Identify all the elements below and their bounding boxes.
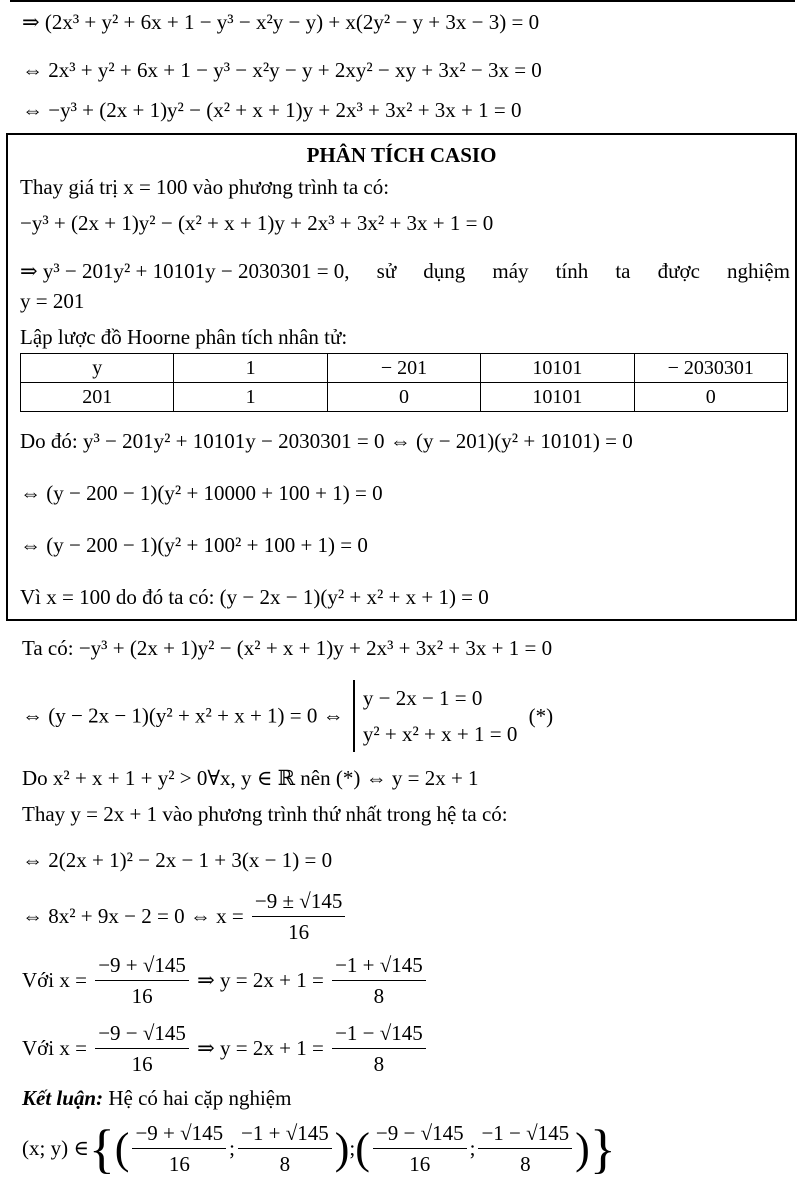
casio-line-9: Vì x = 100 do đó ta có: (y − 2x − 1)(y² + x² + x + 1) = 0 [20, 585, 489, 609]
table-cell: − 201 [327, 354, 480, 383]
table-cell: 0 [327, 383, 480, 412]
table-cell: 10101 [481, 354, 634, 383]
set-prefix: (x; y) ∈ [22, 1136, 89, 1160]
case-implication: ⇒ y = 2x + 1 = [197, 968, 324, 992]
casio-line-3-word: nghiệm [726, 259, 790, 283]
fraction-denominator: 8 [373, 984, 385, 1008]
derivation-line-1: ⇒ (2x³ + y² + 6x + 1 − y³ − x²y − y) + x(2y² − y + 3x − 3) = 0 [22, 10, 540, 34]
casio-line-7: ⇔ (y − 200 − 1)(y² + 10000 + 100 + 1) = 0 [20, 481, 383, 505]
fraction-numerator: −9 + √145 [132, 1118, 226, 1149]
solution-set [22, 1118, 616, 1179]
right-paren: ) [575, 1124, 590, 1173]
fraction-denominator: 8 [373, 1052, 385, 1076]
system-eq-2: y² + x² + x + 1 = 0 [362, 722, 518, 746]
body-line-6 [22, 886, 348, 947]
fraction-denominator: 16 [131, 984, 153, 1008]
fraction [95, 1018, 189, 1079]
star-marker: (*) [528, 703, 554, 728]
system-bracket [353, 680, 517, 752]
fraction-numerator: −1 − √145 [332, 1018, 426, 1049]
fraction-denominator: 16 [288, 920, 310, 944]
left-paren: ( [114, 1124, 130, 1173]
body-line-1: Ta có: −y³ + (2x + 1)y² − (x² + x + 1)y + 2x³ + 3x² + 3x + 1 = 0 [22, 636, 553, 660]
fraction-numerator: −1 + √145 [238, 1118, 332, 1149]
fraction-numerator: −9 ± √145 [252, 886, 345, 917]
horner-table [20, 353, 788, 412]
body-line-5: ⇔ 2(2x + 1)² − 2x − 1 + 3(x − 1) = 0 [22, 848, 333, 872]
table-cell: 201 [21, 383, 174, 412]
body-line-8 [22, 1018, 429, 1079]
table-cell: 1 [174, 354, 327, 383]
fraction [132, 1118, 226, 1179]
casio-line-3-word: ⇒ y³ − 201y² + 10101y − 2030301 = 0, [20, 259, 350, 283]
casio-line-3-word: ta [615, 259, 631, 283]
case-prefix: Với x = [22, 968, 87, 992]
fraction-numerator: −1 − √145 [478, 1118, 572, 1149]
conclusion-line [22, 1084, 291, 1112]
casio-line-4: y = 201 [20, 289, 85, 313]
fraction-numerator: −9 − √145 [373, 1118, 467, 1149]
right-paren: ) [334, 1124, 350, 1173]
fraction [478, 1118, 572, 1179]
top-rule [10, 0, 795, 2]
casio-line-8: ⇔ (y − 200 − 1)(y² + 100² + 100 + 1) = 0 [20, 533, 368, 557]
fraction [332, 950, 426, 1011]
casio-line-5: Lập lược đồ Hoorne phân tích nhân tử: [20, 325, 348, 349]
body-line-2 [22, 680, 553, 752]
fraction [332, 1018, 426, 1079]
conclusion-text: Hệ có hai cặp nghiệm [108, 1086, 292, 1110]
casio-line-1: Thay giá trị x = 100 vào phương trình ta có: [20, 175, 390, 199]
casio-line-3-word: máy [492, 259, 529, 283]
fraction [238, 1118, 332, 1179]
casio-line-3-word: dụng [423, 259, 466, 283]
fraction [373, 1118, 467, 1179]
fraction [95, 950, 189, 1011]
fraction-denominator: 8 [520, 1152, 531, 1176]
derivation-line-2: ⇔ 2x³ + y² + 6x + 1 − y³ − x²y − y + 2xy² − xy + 3x² − 3x = 0 [22, 58, 542, 82]
fraction-denominator: 16 [168, 1152, 190, 1176]
case-implication: ⇒ y = 2x + 1 = [197, 1036, 324, 1060]
casio-line-3-word: được [657, 259, 700, 283]
separator: ; [229, 1136, 236, 1160]
separator: ; [349, 1136, 356, 1160]
table-cell: 10101 [481, 383, 634, 412]
fraction-denominator: 16 [131, 1052, 153, 1076]
table-cell: 1 [174, 383, 327, 412]
casio-line-3-word: tính [555, 259, 589, 283]
left-paren: ( [355, 1124, 370, 1173]
casio-line-2: −y³ + (2x + 1)y² − (x² + x + 1)y + 2x³ + 3x² + 3x + 1 = 0 [20, 211, 494, 235]
body-line-7 [22, 950, 429, 1011]
casio-analysis-box [6, 133, 797, 621]
casio-line-3-word: sử [376, 259, 397, 283]
fraction-denominator: 16 [409, 1152, 431, 1176]
body-line-3: Do x² + x + 1 + y² > 0∀x, y ∈ ℝ nên (*) ⇔ y = 2x + 1 [22, 766, 479, 790]
table-cell: 0 [634, 383, 787, 412]
body-line-4: Thay y = 2x + 1 vào phương trình thứ nhất trong hệ ta có: [22, 802, 508, 826]
fraction-numerator: −1 + √145 [332, 950, 426, 981]
fraction-numerator: −9 − √145 [95, 1018, 189, 1049]
quadratic-equation: ⇔ 8x² + 9x − 2 = 0 ⇔ x = [22, 904, 244, 928]
table-cell: − 2030301 [634, 354, 787, 383]
fraction [252, 886, 345, 947]
case-prefix: Với x = [22, 1036, 87, 1060]
right-brace: } [589, 1118, 616, 1179]
derivation-line-3: ⇔ −y³ + (2x + 1)y² − (x² + x + 1)y + 2x³ + 3x² + 3x + 1 = 0 [22, 98, 522, 122]
factor-equation: ⇔ (y − 2x − 1)(y² + x² + x + 1) = 0 ⇔ [22, 703, 344, 728]
solution-set-line [22, 1118, 616, 1179]
table-row [21, 354, 788, 383]
casio-line-6: Do đó: y³ − 201y² + 10101y − 2030301 = 0 ⇔ (y − 201)(y² + 10101) = 0 [20, 429, 633, 453]
system-eq-1: y − 2x − 1 = 0 [362, 686, 483, 710]
casio-title: PHÂN TÍCH CASIO [306, 143, 497, 167]
table-row [21, 383, 788, 412]
casio-line-3 [20, 257, 790, 285]
conclusion-label: Kết luận: [22, 1086, 104, 1110]
separator: ; [469, 1136, 476, 1160]
fraction-numerator: −9 + √145 [95, 950, 189, 981]
left-brace: { [88, 1118, 115, 1179]
table-cell: y [21, 354, 174, 383]
fraction-denominator: 8 [279, 1152, 291, 1176]
